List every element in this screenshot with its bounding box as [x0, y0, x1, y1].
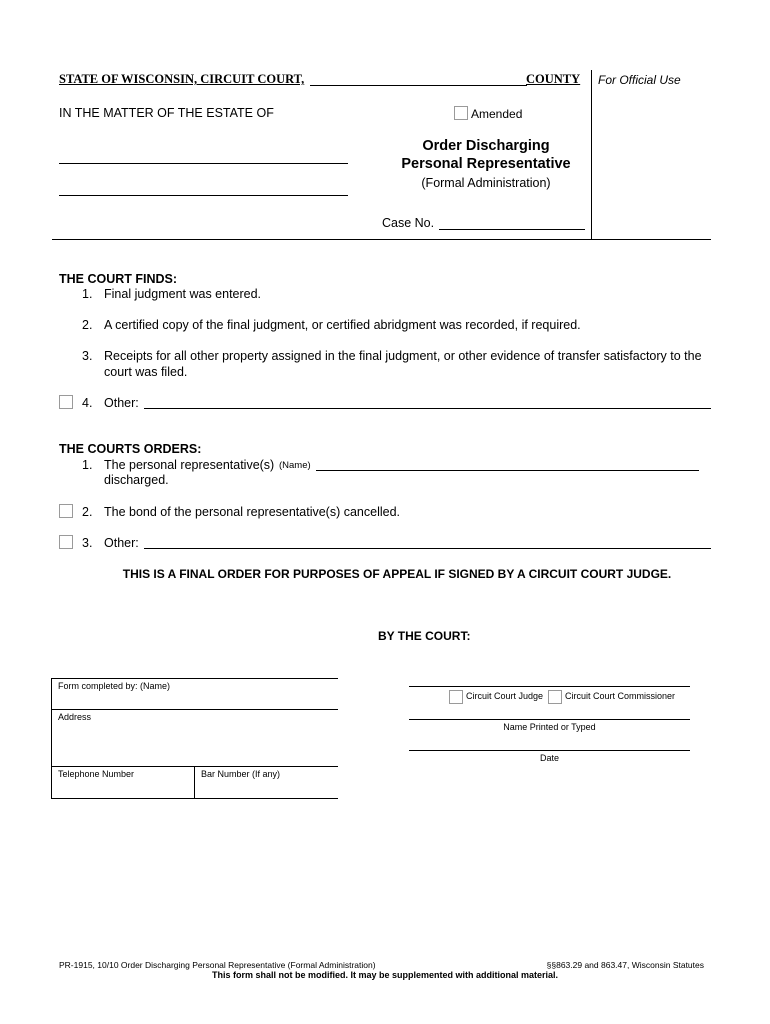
- order-3-checkbox[interactable]: [59, 535, 73, 549]
- judge-checkbox[interactable]: [449, 690, 463, 704]
- by-the-court: BY THE COURT:: [378, 629, 471, 643]
- order-3-other-line[interactable]: [144, 548, 711, 549]
- left-box-col-divider: [194, 766, 195, 798]
- order-2-num: 2.: [82, 505, 93, 519]
- official-use-label: For Official Use: [598, 73, 681, 87]
- official-use-divider: [591, 70, 592, 240]
- finding-3-text-line2: court was filed.: [104, 365, 188, 379]
- footer-form-id: PR-1915, 10/10 Order Discharging Personal Representative (Formal Administration): [59, 960, 376, 970]
- findings-heading: THE COURT FINDS:: [59, 272, 178, 286]
- left-box-top: [51, 678, 338, 679]
- order-1-name-line[interactable]: [316, 470, 699, 471]
- order-2-text: The bond of the personal representative(s) cancelled.: [104, 505, 401, 519]
- left-box-bottom: [51, 798, 338, 799]
- case-no-label: Case No.: [382, 216, 435, 230]
- commissioner-label: Circuit Court Commissioner: [565, 691, 676, 701]
- signature-line[interactable]: [409, 686, 690, 687]
- order-3-text: Other:: [104, 536, 139, 550]
- court-label: STATE OF WISCONSIN, CIRCUIT COURT,: [59, 72, 305, 86]
- county-label: COUNTY: [526, 72, 581, 86]
- finding-1-text: Final judgment was entered.: [104, 287, 262, 301]
- order-1-text: The personal representative(s): [104, 458, 275, 472]
- amended-checkbox[interactable]: [454, 106, 468, 120]
- left-box-row-1: [51, 709, 338, 710]
- judge-label: Circuit Court Judge: [466, 691, 544, 701]
- finding-3-text-line1: Receipts for all other property assigned in the final judgment, or other evidence of transfer satisfactory to the: [104, 349, 702, 363]
- finding-2-text: A certified copy of the final judgment, or certified abridgment was recorded, if required.: [104, 318, 581, 332]
- title-line-1: Order Discharging: [422, 138, 550, 154]
- order-1-tail: discharged.: [104, 473, 169, 487]
- commissioner-checkbox[interactable]: [548, 690, 562, 704]
- finding-4-text: Other:: [104, 396, 139, 410]
- footer-notice: This form shall not be modified. It may be supplemented with additional material.: [211, 970, 559, 980]
- date-label: Date: [539, 753, 559, 763]
- order-2-checkbox[interactable]: [59, 504, 73, 518]
- orders-heading: THE COURTS ORDERS:: [59, 442, 202, 456]
- date-line[interactable]: [409, 750, 690, 751]
- finding-1-num: 1.: [82, 287, 93, 301]
- finding-4-other-line[interactable]: [144, 408, 711, 409]
- telephone-label: Telephone Number: [58, 769, 135, 779]
- estate-name-line-1[interactable]: [59, 163, 348, 164]
- finding-3-num: 3.: [82, 349, 93, 363]
- footer-statutes: §§863.29 and 863.47, Wisconsin Statutes: [546, 960, 704, 970]
- finding-4-num: 4.: [82, 396, 93, 410]
- amended-label: Amended: [471, 107, 523, 121]
- finding-4-checkbox[interactable]: [59, 395, 73, 409]
- completed-by-label: Form completed by: (Name): [58, 681, 171, 691]
- header-bottom-rule: [52, 239, 711, 240]
- title-line-2: Personal Representative: [401, 156, 571, 172]
- bar-number-label: Bar Number (If any): [201, 769, 281, 779]
- address-label: Address: [58, 712, 92, 722]
- order-1-name-label: (Name): [279, 460, 311, 471]
- final-order-notice: THIS IS A FINAL ORDER FOR PURPOSES OF APPEAL IF SIGNED BY A CIRCUIT COURT JUDGE.: [122, 567, 672, 581]
- order-3-num: 3.: [82, 536, 93, 550]
- case-no-line[interactable]: [439, 229, 585, 230]
- left-box-left: [51, 678, 52, 798]
- county-fill-line[interactable]: [310, 85, 527, 86]
- estate-label: IN THE MATTER OF THE ESTATE OF: [59, 106, 274, 120]
- name-printed-label: Name Printed or Typed: [503, 722, 596, 732]
- subtitle: (Formal Administration): [421, 176, 551, 190]
- name-printed-line[interactable]: [409, 719, 690, 720]
- finding-2-num: 2.: [82, 318, 93, 332]
- estate-name-line-2[interactable]: [59, 195, 348, 196]
- order-1-num: 1.: [82, 458, 93, 472]
